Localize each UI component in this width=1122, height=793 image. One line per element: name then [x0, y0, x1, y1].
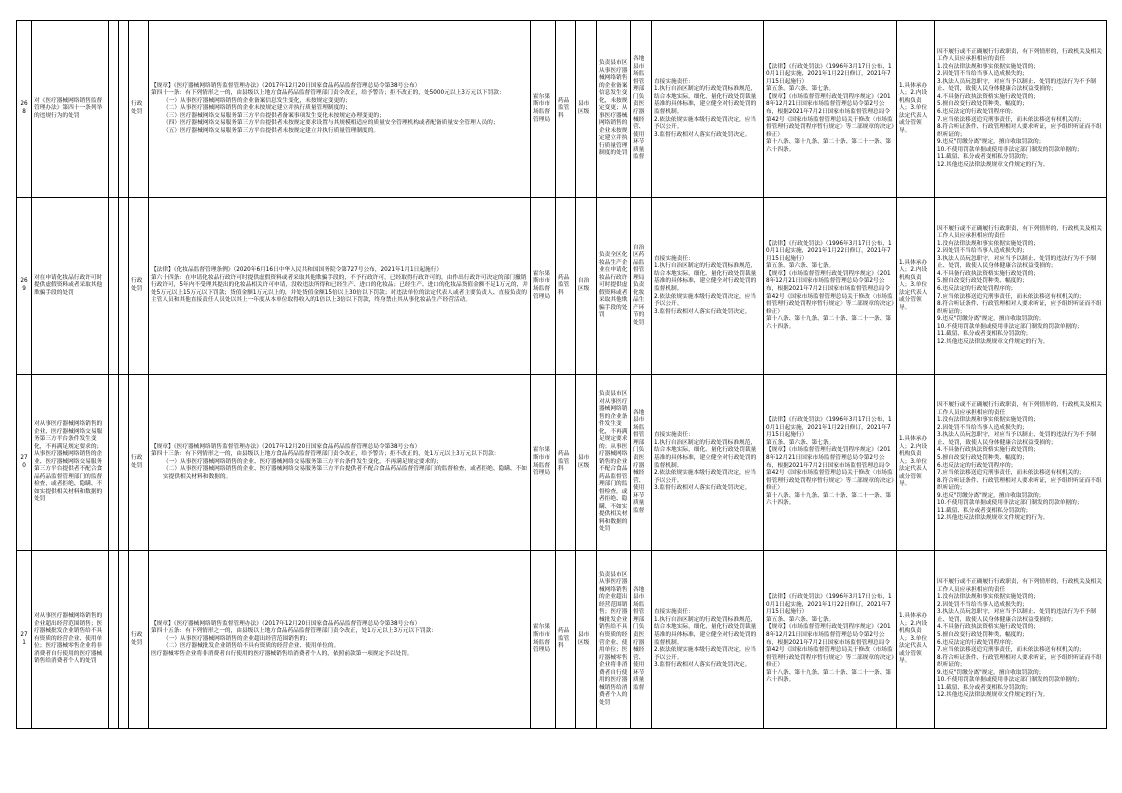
text-line: （一）从事医疗器械网络销售的企业、医疗器械网络交易服务第三方平台条件发生变化，不再满足规定要求的； [163, 458, 442, 465]
admin-level: 县市区级 [576, 21, 597, 198]
legal-basis [149, 375, 531, 551]
text-line: （三）医疗器械网络交易服务第三方平台提供者备案事项发生变化未按规定办理变更的； [163, 112, 385, 119]
responsible-persons: 1.具体承办人；2.内设机构负责人；3.单位法定代表人或分管领导。 [897, 375, 935, 551]
text-line: 1.没有法律法规和事实依据实施处罚的； [937, 417, 1040, 424]
text-line: 8.符合听证条件、行政管理相对人要求听证，应予组织听证而不组织听证的； [937, 477, 1102, 492]
responsibility-items [652, 198, 764, 375]
text-line: 第五条、第六条、第七条。 [766, 439, 835, 446]
text-line: 11.截留、私分或者变相私分罚款的； [937, 154, 1032, 161]
division-of-duty: 各地县市场监督管理部门负责医疗器械经营、使用环节质量监督 [631, 375, 652, 551]
text-line: 2.依法依规实施本级行政处罚决定，应当予以公开。 [654, 470, 757, 484]
text-line: 11.截留、私分或者变相私分罚款的； [937, 507, 1032, 514]
text-line: 3.监督行政相对人落实行政处罚决定。 [654, 485, 751, 492]
text-line: 【法律】《行政处罚法》（1996年3月17日公布，10月1日起实施，2021年1月22日修订，2021年7月15日起施行） [766, 594, 892, 616]
text-line: 3.执法人员玩忽职守，对应当予以制止、处罚的违法行为不予制止、处罚，致使人民身体健康合法权益受损的； [937, 78, 1096, 93]
text-line: 8.符合听证条件、行政管理相对人要求听证，应予组织听证而不组织听证的； [937, 124, 1102, 138]
duty-legal-basis [764, 198, 897, 375]
text-line: 直接实施责任： [654, 609, 694, 616]
text-line: 10.不使用罚款单据或使用非法定部门制发的罚款单据的； [937, 323, 1083, 330]
item-name: 对从事医疗器械网络销售的企业、医疗器械网络交易服务第三方平台条件发生变化，不再满足规定要求的；从事医疗器械网络销售的企业、医疗器械网络交易服务第三方平台提供者不配合食品药品监督管理部门的监督检查，或者拒绝、隐瞒、不如实提供相关材料和数据的处罚 [32, 375, 109, 551]
row-number: 268 [17, 21, 32, 198]
item-type: 行政处罚 [129, 551, 149, 729]
implementing-subject: 霍尔果斯市市场监督管理局 [531, 21, 556, 198]
text-line: 3.执法人员玩忽职守，对应当予以制止、处罚的违法行为不予制止、处罚，致使人民身体健康合法权益受损的； [937, 255, 1096, 270]
responsibility-items [652, 375, 764, 551]
accountability-items [935, 21, 1107, 198]
item-name: 对《医疗器械网络销售监督管理办法》第四十一条列举的违规行为的处罚 [32, 21, 109, 198]
duty-legal-basis [764, 21, 897, 198]
accountability-items [935, 198, 1107, 375]
responsibility-items [652, 551, 764, 729]
admin-level: 县市区级 [576, 375, 597, 551]
text-line: （一）从事医疗器械网络销售的企业超出经营范围销售的； [163, 635, 311, 642]
table-row [17, 198, 1107, 375]
responsibility-table [16, 20, 1107, 729]
row-number: 269 [17, 198, 32, 375]
text-line: 4.不具备行政执法资格实施行政处罚的； [937, 93, 1040, 100]
text-line: 6.违反法定的行政处罚程序的； [937, 462, 1017, 469]
division-of-duty: 各地县市场监督管理部门负责医疗器械经营、使用环节质量监督 [631, 551, 652, 729]
blank-cell [119, 198, 129, 375]
text-line: 第五条、第六条、第七条。 [766, 616, 835, 623]
text-line: 因不履行或不正确履行行政职责，有下列情形的，行政机关及相关工作人员应承担相应的责任 [937, 402, 1102, 416]
blank-cell [119, 21, 129, 198]
text-line: 10.不使用罚款单据或使用非法定部门制发的罚款单据的； [937, 500, 1083, 507]
text-line: 10.不使用罚款单据或使用非法定部门制发的罚款单据的； [937, 677, 1083, 684]
text-line: （二）医疗器械批发企业销售给不具有资质的经营企业、使用单位的。 [163, 643, 340, 650]
legal-basis [149, 198, 531, 375]
text-line: 1.没有法律法规和事实依据实施处罚的； [937, 240, 1040, 247]
text-line: 6.违反法定的行政处罚程序的； [937, 639, 1017, 646]
text-line: 8.符合听证条件、行政管理相对人要求听证，应予组织听证而不组织听证的； [937, 301, 1102, 315]
responsibility-items [652, 21, 764, 198]
text-line: 第五条、第六条、第七条。 [766, 86, 835, 93]
responsibility-scope: 负责县市区对从事医疗器械网络销售的企业条件发生变化，不再满足规定要求的；从事医疗器械网络销售的企业不配合食品药品监督管理部门的监督检查，或者拒绝、隐瞒、不如实提供相关材料和数据的处罚 [597, 375, 631, 551]
text-line: 1.执行自治区制定的行政处罚标准规范，结合本地实际，细化、量化行政处罚裁量基准的具体标准，建立健全对行政处罚的监督机制。 [654, 616, 757, 646]
text-line: 7.应当依法移送追究刑事责任，而未依法移送有权机关的； [937, 470, 1085, 477]
text-line: 12.其他违反法律法规规章文件规定的行为。 [937, 161, 1049, 168]
text-line: （四）医疗器械网络交易服务第三方平台提供者未按规定要求设置与其规模相适应的质量安全管理机构或者配备质量安全管理人员的； [163, 120, 499, 127]
text-line: 3.监督行政相对人落实行政处罚决定。 [654, 662, 751, 669]
text-line: 5.擅自改变行政处罚种类、幅度的； [937, 631, 1028, 638]
responsibility-scope: 负责县市区从事医疗器械网络销售的企业超出经营范围销售；医疗器械批发企业销售给不具有资质的经营企业、使用单位；医疗器械零售企业将非消费者自行使用的医疗器械销售给消费者个人的处罚 [597, 551, 631, 729]
blank-cell [109, 551, 119, 729]
item-type: 行政处罚 [129, 198, 149, 375]
admin-level: 县市区级 [576, 551, 597, 729]
responsible-persons: 1.具体承办人；2.内设机构负责人；3.单位法定代表人或分管领导。 [897, 21, 935, 198]
blank-cell [119, 375, 129, 551]
blank-cell [109, 21, 119, 198]
text-line: 7.应当依法移送追究刑事责任，而未依法移送有权机关的； [937, 647, 1085, 654]
table-row [17, 21, 1107, 198]
text-line: 12.其他违反法律法规规章文件规定的行为。 [937, 338, 1049, 345]
text-line: 【规章】《市场监督管理行政处罚程序规定》（2018年12月21日国家市场监督管理总局令第2号公布，根据2021年7月2日国家市场监督管理总局令第42号《国家市场监督管理总局关于修改〈市场监督管理行政处罚程序暂行规定〉等二部规章的决定》修正） [766, 270, 894, 315]
text-line: 3.执法人员玩忽职守，对应当予以制止、处罚的违法行为不予制止、处罚，致使人民身体健康合法权益受损的； [937, 432, 1096, 446]
text-line: 第四十三条：有下列情形之一的，由县级以上地方食品药品监督管理部门责令改正，给予警告；拒不改正的，处1万元以上3万元以下罚款： [151, 451, 500, 458]
text-line: 直接实施责任： [654, 78, 694, 85]
text-line: 直接实施责任： [654, 255, 694, 262]
accountability-items [935, 375, 1107, 551]
implementing-subject: 霍尔果斯市市场监督管理局 [531, 198, 556, 375]
text-line: 11.截留、私分或者变相私分罚款的； [937, 331, 1032, 338]
text-line: 6.违反法定的行政处罚程序的； [937, 109, 1017, 115]
text-line: 【规章】《市场监督管理行政处罚程序规定》（2018年12月21日国家市场监督管理总局令第2号公布，根据2021年7月2日国家市场监督管理总局令第42号《国家市场监督管理总局关于修改〈市场监督管理行政处罚程序暂行规定〉等二部规章的决定》修正） [766, 447, 894, 492]
accountability-items [935, 551, 1107, 729]
text-line: 10.不使用罚款单据或使用非法定部门制发的罚款单据的； [937, 146, 1083, 153]
text-line: 第五条、第六条、第七条。 [766, 263, 835, 270]
responsible-dept: 药品监管科 [556, 551, 576, 729]
text-line: 7.应当依法移送追究刑事责任，而未依法移送有权机关的； [937, 293, 1085, 300]
text-line: 因不履行或不正确履行行政职责，有下列情形的，行政机关及相关工作人员应承担相应的责任 [937, 579, 1102, 593]
division-of-duty: 自治区药品监督管理局负责化妆品生产环节的处罚 [631, 198, 652, 375]
responsible-persons: 1.具体承办人；2.内设机构负责人；3.单位法定代表人或分管领导。 [897, 198, 935, 375]
text-line: 【规章】《医疗器械网络销售监督管理办法》（2017年12月20日国家食品药品监督管理总局令第38号公布） [151, 82, 421, 89]
text-line: 5.擅自改变行政处罚种类、幅度的； [937, 454, 1028, 461]
text-line: 第四十五条：有下列情形之一的，由县级以上地方食品药品监督管理部门责令改正，处1万元以上3万元以下罚款： [151, 628, 437, 635]
text-line: 9.违反"罚缴分离"规定，擅自收取罚款的； [937, 669, 1045, 676]
text-line: 3.执法人员玩忽职守，对应当予以制止、处罚的违法行为不予制止、处罚，致使人民身体健康合法权益受损的； [937, 609, 1096, 623]
row-number: 271 [17, 551, 32, 729]
text-line: 第六十四条：在申请化妆品行政许可时提供虚假资料或者采取其他欺骗手段的，不予行政许可，已经取得行政许可的，由作出行政许可决定的部门撤销行政许可，5年内不受理其提出的化妆品相关许可申请，没收违法所得和已经生产、进口的化妆品；已经生产、进口的化妆品货值金额不足1万元的，并处5万元以上15万元以下罚款；货值金额1万元以上的，并处货值金额15倍以上30倍以下罚款；对违法单位的法定代表人或者主要负责人、直接负责的主管人员和其他直接责任人员处以其上一年度从本单位取得收入的1倍以上3倍以下罚款，终身禁止其从事化妆品生产经营活动。 [151, 274, 528, 304]
admin-level: 自治区级 [576, 198, 597, 375]
text-line: 1.没有法律法规和事实依据实施处罚的； [937, 63, 1040, 70]
text-line: 因不履行或不正确履行行政职责，有下列情形的，行政机关及相关工作人员应承担相应的责任 [937, 225, 1102, 240]
implementing-subject: 霍尔果斯市市场监督管理局 [531, 551, 556, 729]
text-line: 5.擅自改变行政处罚种类、幅度的； [937, 278, 1028, 285]
text-line: 2.依法依规实施本级行政处罚决定，应当予以公开。 [654, 293, 757, 308]
text-line: 第十八条、第十九条、第二十条、第二十一条、第六十四条。 [766, 139, 892, 153]
division-of-duty: 各地县市场监督管理部门负责医疗器械经营、使用环节质量监督 [631, 21, 652, 198]
text-line: （二）从事医疗器械网络销售的企业未按规定建立并执行质量管理制度的； [163, 105, 351, 112]
responsible-persons: 1.具体承办人；2.内设机构负责人；3.单位法定代表人或分管领导。 [897, 551, 935, 729]
text-line: 4.不具备行政执法资格实施行政处罚的； [937, 270, 1040, 277]
responsibility-scope: 负责全区化妆品生产企业在申请化妆品行政许可时提供虚假资料或者采取其他欺骗手段的处罚 [597, 198, 631, 375]
text-line: 4.不具备行政执法资格实施行政处罚的； [937, 447, 1040, 454]
text-line: 9.违反"罚缴分离"规定，擅自收取罚款的； [937, 139, 1045, 146]
responsible-dept: 药品监管科 [556, 21, 576, 198]
text-line: 【规章】《医疗器械网络销售监督管理办法》（2017年12月20日国家食品药品监督管理总局令第38号公布） [151, 443, 421, 450]
text-line: （五）医疗器械网络交易服务第三方平台提供者未按规定建立并执行质量管理制度的。 [163, 127, 380, 134]
text-line: 7.应当依法移送追究刑事责任，而未依法移送有权机关的； [937, 116, 1085, 123]
text-line: 2.因处罚不当给当事人造成损失的； [937, 424, 1028, 431]
text-line: 【法律】《行政处罚法》（1996年3月17日公布，10月1日起实施，2021年1月22日修订，2021年7月15日起施行） [766, 240, 892, 262]
table-row [17, 375, 1107, 551]
table-row [17, 551, 1107, 729]
duty-legal-basis [764, 551, 897, 729]
blank-cell [109, 375, 119, 551]
legal-basis [149, 21, 531, 198]
legal-basis [149, 551, 531, 729]
blank-cell [109, 198, 119, 375]
text-line: 【法律】《行政处罚法》（1996年3月17日公布，10月1日起实施，2021年1月22日修订，2021年7月15日起施行） [766, 63, 892, 85]
text-line: 第十八条、第十九条、第二十条、第二十一条、第六十四条。 [766, 316, 892, 330]
text-line: 2.依法依规实施本级行政处罚决定，应当予以公开。 [654, 647, 757, 661]
text-line: 2.因处罚不当给当事人造成损失的； [937, 248, 1028, 255]
responsibility-scope: 负责县市区从事医疗器械网络销售的企业备案信息发生变化，未按规定变更；从事医疗器械网络销售的企业未按规定建立并执行质量管理制度的处罚 [597, 21, 631, 198]
responsible-dept: 药品监管科 [556, 198, 576, 375]
text-line: （二）从事医疗器械网络销售的企业、医疗器械网络交易服务第三方平台提供者不配合食品药品监督管理部门的监督检查，或者拒绝、隐瞒、不如实提供相关材料和数据的。 [163, 466, 527, 480]
duty-legal-basis [764, 375, 897, 551]
text-line: 9.违反"罚缴分离"规定，擅自收取罚款的； [937, 316, 1045, 323]
text-line: 5.擅自改变行政处罚种类、幅度的； [937, 101, 1028, 108]
text-line: 1.执行自治区制定的行政处罚标准规范，结合本地实际，细化、量化行政处罚裁量基准的具体标准，建立健全对行政处罚的监督机制。 [654, 263, 757, 292]
text-line: 1.没有法律法规和事实依据实施处罚的； [937, 594, 1040, 601]
text-line: 2.因处罚不当给当事人造成损失的； [937, 71, 1028, 78]
text-line: 【法律】《行政处罚法》（1996年3月17日公布，10月1日起实施，2021年1月22日修订，2021年7月15日起施行） [766, 417, 892, 439]
text-line: 1.执行自治区制定的行政处罚标准规范，结合本地实际，细化、量化行政处罚裁量基准的具体标准，建立健全对行政处罚的监督机制。 [654, 439, 757, 469]
text-line: （一）从事医疗器械网络销售的企业备案信息发生变化，未按规定变更的； [163, 97, 351, 104]
text-line: 6.违反法定的行政处罚程序的； [937, 286, 1017, 292]
item-name: 对从事医疗器械网络销售的企业超出经营范围销售；医疗器械批发企业销售给不具有资质的经营企业、使用单位；医疗器械零售企业将非消费者自行使用的医疗器械销售给消费者个人的处罚 [32, 551, 109, 729]
text-line: 2.依法依规实施本级行政处罚决定，应当予以公开。 [654, 116, 757, 131]
text-line: 第十八条、第十九条、第二十条、第二十一条、第六十四条。 [766, 492, 892, 507]
text-line: 医疗器械零售企业将非消费者自行使用的医疗器械销售给消费者个人的，依照前款第一项规定予以处罚。 [151, 650, 413, 657]
item-type: 行政处罚 [129, 375, 149, 551]
text-line: 【法律】《化妆品监督管理条例》（2020年6月16日中华人民共和国国务院令第727号公布，2021年1月1日起施行） [151, 267, 443, 274]
text-line: 12.其他违反法律法规规章文件规定的行为。 [937, 515, 1049, 522]
item-name: 对在申请化妆品行政许可时提供虚假资料或者采取其他欺骗手段的处罚 [32, 198, 109, 375]
text-line: 12.其他违反法律法规规章文件规定的行为。 [937, 692, 1049, 699]
text-line: 4.不具备行政执法资格实施行政处罚的； [937, 624, 1040, 631]
text-line: 直接实施责任： [654, 432, 694, 439]
text-line: 【规章】《市场监督管理行政处罚程序规定》（2018年12月21日国家市场监督管理总局令第2号公布，根据2021年7月2日国家市场监督管理总局令第42号《国家市场监督管理总局关于修改〈市场监督管理行政处罚程序暂行规定〉等二部规章的决定》修正） [766, 624, 894, 669]
text-line: 8.符合听证条件、行政管理相对人要求听证，应予组织听证而不组织听证的； [937, 654, 1102, 669]
text-line: 3.监督行政相对人落实行政处罚决定。 [654, 308, 751, 315]
row-number: 270 [17, 375, 32, 551]
text-line: 2.因处罚不当给当事人造成损失的； [937, 601, 1028, 608]
text-line: 3.监督行政相对人落实行政处罚决定。 [654, 131, 751, 138]
text-line: 因不履行或不正确履行行政职责，有下列情形的，行政机关及相关工作人员应承担相应的责任 [937, 48, 1102, 63]
text-line: 第十八条、第十九条、第二十条、第二十一条、第六十四条。 [766, 669, 892, 684]
text-line: 第四十一条：有下列情形之一的，由县级以上地方食品药品监督管理部门责令改正，给予警告；拒不改正的，处5000元以上3万元以下罚款： [151, 90, 505, 97]
text-line: 11.截留、私分或者变相私分罚款的； [937, 684, 1032, 691]
text-line: 【规章】《医疗器械网络销售监督管理办法》（2017年12月20日国家食品药品监督管理总局令第38号公布） [151, 620, 421, 627]
responsible-dept: 药品监管科 [556, 375, 576, 551]
text-line: 【规章】《市场监督管理行政处罚程序规定》（2018年12月21日国家市场监督管理总局令第2号公布，根据2021年7月2日国家市场监督管理总局令第42号《国家市场监督管理总局关于修改〈市场监督管理行政处罚程序暂行规定〉等二部规章的决定》修正） [766, 93, 894, 138]
item-type: 行政处罚 [129, 21, 149, 198]
text-line: 9.违反"罚缴分离"规定，擅自收取罚款的； [937, 492, 1045, 499]
implementing-subject: 霍尔果斯市市场监督管理局 [531, 375, 556, 551]
text-line: 1.执行自治区制定的行政处罚标准规范，结合本地实际，细化、量化行政处罚裁量基准的具体标准，建立健全对行政处罚的监督机制。 [654, 86, 757, 115]
blank-cell [119, 551, 129, 729]
